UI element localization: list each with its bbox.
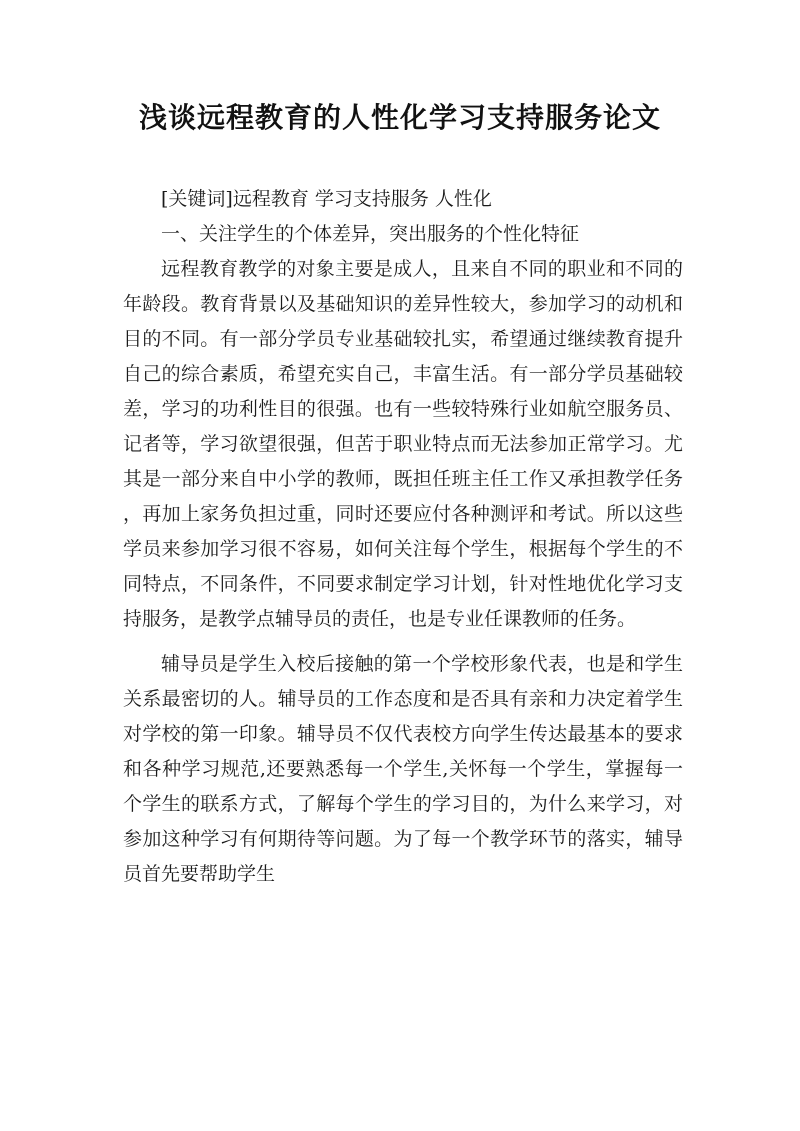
keywords-line: [关键词]远程教育 学习支持服务 人性化 <box>161 188 492 210</box>
document-body <box>123 182 683 892</box>
paragraph-1: 远程教育教学的对象主要是成人，且来自不同的职业和不同的年龄段。教育背景以及基础知识的差异性较大，参加学习的动机和目的不同。有一部分学员专业基础较扎实，希望通过继续教育提升自己的综合素质，希望充实自己，丰富生活。有一部分学员基础较差，学习的功利性目的很强。也有一些较特殊行业如航空服务员、记者等，学习欲望很强，但苦于职业特点而无法参加正常学习。尤其是一部分来自中小学的教师，既担任班主任工作又承担教学任务，再加上家务负担过重，同时还要应付各种测评和考试。所以这些学员来参加学习很不容易，如何关注每个学生，根据每个学生的不同特点，不同条件，不同要求制定学习计划，针对性地优化学习支持服务，是教学点辅导员的责任，也是专业任课教师的任务。 <box>123 258 683 630</box>
document-title: 浅谈远程教育的人性化学习支持服务论文 <box>138 101 661 134</box>
paragraph-2: 辅导员是学生入校后接触的第一个学校形象代表，也是和学生关系最密切的人。辅导员的工作态度和是否具有亲和力决定着学生对学校的第一印象。辅导员不仅代表校方向学生传达最基本的要求和各种学习规范,还要熟悉每一个学生,关怀每一个学生，掌握每一个学生的联系方式，了解每个学生的学习目的，为什么来学习，对参加这种学习有何期待等问题。为了每一个教学环节的落实，辅导员首先要帮助学生 <box>123 653 683 885</box>
section-heading: 一、关注学生的个体差异，突出服务的个性化特征 <box>161 223 580 245</box>
